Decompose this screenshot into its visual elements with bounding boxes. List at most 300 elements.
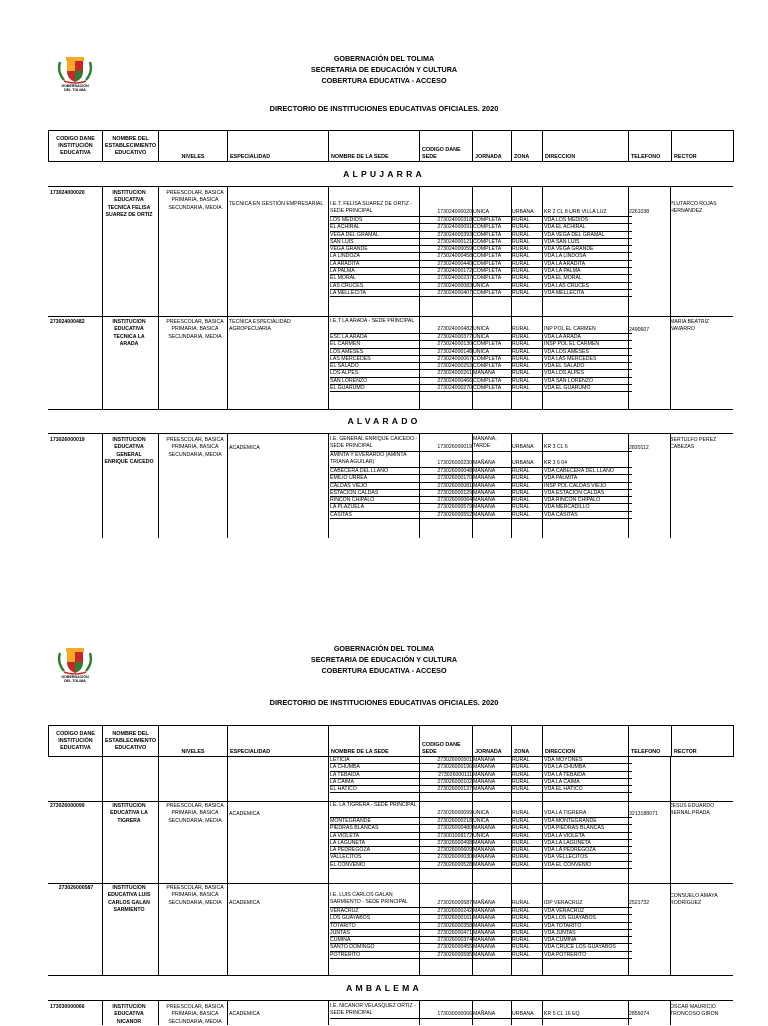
inst-rector: BERTULFO PEREZ CABEZAS	[670, 437, 717, 451]
sede-direccion: VDA LOS AMESES	[544, 348, 589, 355]
sede-row	[330, 757, 632, 764]
sede-nombre: LOS ALPES	[330, 370, 359, 377]
sede-zona: RURAL	[512, 275, 530, 282]
sede-dane: 273024000458	[437, 253, 472, 260]
sede-zona: RURAL	[512, 253, 530, 260]
sede-direccion: VDA CASITAS	[544, 511, 578, 518]
sede-dane: 273026000358	[437, 922, 472, 929]
sede-row	[330, 862, 632, 869]
sede-row	[330, 385, 632, 392]
col-especialidad: ESPECIALIDAD	[228, 726, 329, 757]
sede-jornada: COMPLETA	[473, 289, 502, 296]
sede-nombre: EL MORAL	[330, 275, 357, 282]
sede-zona: RURAL	[512, 468, 530, 474]
sede-dane: 273026000480	[437, 825, 472, 832]
col-rector: RECTOR	[672, 131, 734, 162]
sede-direccion: VDA LA ARADA	[544, 334, 581, 340]
sede-nombre: TOTARITO	[330, 922, 356, 929]
sede-nombre: CABECERA DEL LLANO	[330, 468, 389, 474]
sede-direccion: VDA EL GUARUMO	[544, 385, 591, 392]
sede-direccion: VDA VEGA DEL GRAMAL	[544, 231, 605, 238]
sede-direccion: VDA MOYONES	[544, 757, 583, 763]
sede-row	[330, 246, 632, 253]
sede-row	[330, 786, 632, 793]
sede-jornada: MAÑANA	[473, 504, 496, 511]
col-direccion: DIRECCION	[543, 131, 629, 162]
sede-zona: RURAL	[512, 839, 530, 846]
sede-row	[330, 370, 632, 377]
sede-jornada: MAÑANA	[473, 908, 496, 914]
sede-direccion: VDA RINCON CHIPALO	[544, 497, 601, 504]
sede-zona: RURAL	[512, 832, 530, 839]
inst-especialidad: TECNICA EN GESTIÓN EMPRESARIAL	[229, 201, 324, 207]
inst-telefono: 2521732	[629, 900, 650, 906]
sede-row	[330, 512, 632, 519]
sede-jornada: MAÑANA	[473, 771, 496, 778]
sede-zona: RURAL	[512, 489, 530, 496]
col-especialidad: ESPECIALIDAD	[228, 131, 329, 162]
col-direccion: DIRECCION	[543, 726, 629, 757]
sede-jornada: MAÑANA	[473, 944, 496, 951]
sede-row	[330, 952, 632, 959]
sede-dane: 273026000081	[437, 482, 472, 489]
sede-nombre: LA LAGUNETA	[330, 839, 366, 846]
sede-row	[330, 290, 632, 297]
sede-dane: 273026000102	[437, 778, 472, 785]
sede-nombre: MONTEGRANDE	[330, 818, 371, 824]
sede-direccion: VDA LA VIOLETA	[544, 832, 585, 839]
sede-row	[330, 915, 632, 922]
col-zona: ZONA	[512, 131, 543, 162]
sede-nombre: SAN LORENZO	[330, 377, 368, 384]
inst-codigo: 273024000482	[50, 319, 85, 325]
sede-jornada: COMPLETA	[473, 385, 502, 392]
sede-row	[330, 217, 632, 224]
sede-nombre: LA PEDREGOZA	[330, 847, 371, 854]
municipio-block	[48, 1000, 733, 1025]
inst-especialidad: TECNICA ESPECIALIDAD AGROPECUARIA	[229, 319, 291, 333]
sede-dane: 273026000218	[437, 818, 472, 824]
sede-direccion: VDA LOS GUAYABOS	[544, 915, 596, 922]
col-zona: ZONA	[512, 726, 543, 757]
logo-caption-1: GOBERNACIÓN	[61, 675, 89, 679]
sede-jornada: COMPLETA	[473, 363, 502, 370]
sede-zona: RURAL	[512, 348, 530, 355]
sede-row	[330, 908, 632, 915]
sede-direccion: VDA LOS ALPES	[544, 370, 585, 377]
sede-nombre: EL ACHIRAL	[330, 224, 360, 231]
sede-list	[330, 436, 632, 519]
sede-dane: 273026000579	[437, 504, 472, 511]
sede-nombre: EL CONVENIO	[330, 861, 366, 868]
sede-direccion: VDA LOS MEDIOS	[544, 217, 589, 223]
sede-row	[330, 854, 632, 861]
sede-dane: 273026000111	[438, 771, 472, 778]
sede-dane: 273024000261	[437, 370, 472, 377]
sede-zona: RURAL	[512, 385, 530, 392]
sede-direccion: VDA CABECERA DEL LLANO	[544, 468, 614, 474]
sede-jornada: UNICA	[473, 282, 490, 289]
sede-dane: 273026000129	[437, 489, 472, 496]
sede-nombre: LAS CRUCES	[330, 282, 364, 289]
inst-niveles: PREESCOLAR, BASICA PRIMARIA, BASICA SECUNDARIA, MEDIA	[166, 1004, 224, 1025]
sede-row: I.E.T. FELISA SUAREZ DE ORTIZ - SEDE PRINCIPAL 173024000020 UNICA URBANA KR 2 CL 8 URB VILLA LUZ	[330, 201, 632, 217]
sede-nombre: LA MELLECITA	[330, 289, 366, 296]
sede-zona: RURAL	[512, 861, 530, 868]
sede-nombre: LAS MERCEDES	[330, 355, 371, 362]
sede-row	[330, 490, 632, 497]
sede-row	[330, 497, 632, 504]
sede-zona: RURAL	[512, 504, 530, 511]
inst-especialidad: ACADEMICA	[229, 445, 260, 451]
sede-zona: RURAL	[512, 771, 530, 778]
sede-zona: RURAL	[512, 778, 530, 785]
inst-niveles: PREESCOLAR, BASICA PRIMARIA, BASICA SECUNDARIA, MEDIA	[166, 190, 224, 211]
header-cobertura: COBERTURA EDUCATIVA - ACCESO	[321, 76, 447, 85]
sede-nombre: EL CARMEN	[330, 341, 361, 348]
sede-nombre: SANTO DOMINGO	[330, 944, 375, 951]
sede-nombre: LETICIA	[330, 757, 350, 763]
sede-jornada: MAÑANA	[473, 468, 496, 474]
sede-direccion: VDA VEGA GRANDE	[544, 246, 594, 253]
sede-row	[330, 483, 632, 490]
sede-zona: RURAL	[512, 929, 530, 936]
sede-row	[330, 847, 632, 854]
sede-nombre: POTRERITO	[330, 951, 361, 958]
sede-direccion: VDA CUMINA	[544, 937, 577, 944]
sede-dane: 273026000242	[437, 908, 472, 914]
sede-direccion: VDA LA CAIMA	[544, 778, 580, 785]
sede-jornada: UNICA	[473, 348, 490, 355]
sede-nombre: CASITAS	[330, 511, 352, 518]
sede-zona: RURAL	[512, 246, 530, 253]
sede-jornada: MAÑANA	[473, 757, 496, 763]
inst-nombre: INSTITUCION EDUCATIVA TECNICA LA ARADA	[112, 319, 146, 347]
sede-jornada: COMPLETA	[473, 355, 502, 362]
sede-direccion: VDA CRUCE LOS GUAYABOS	[544, 944, 616, 951]
sede-row	[330, 334, 632, 341]
sede-direccion: VDA LA LAGUNETA	[544, 839, 591, 846]
sede-direccion: VDA LA CHUMBA	[544, 764, 586, 771]
sede-row	[330, 840, 632, 847]
sede-row: AMINTA Y EVERARDO (AMINTA TRIANA AGUILAR) 173026000230 MAÑANA URBANA KR 3 6 04	[330, 452, 632, 468]
inst-nombre: INSTITUCION EDUCATIVA LUIS CARLOS GALAN SARMIENTO	[107, 885, 151, 913]
sede-jornada: MAÑANA	[473, 951, 496, 958]
inst-niveles: PREESCOLAR, BASICA PRIMARIA, BASICA SECUNDARIA, MEDIA	[166, 319, 224, 340]
sede-zona: RURAL	[512, 289, 530, 296]
header-secretaria: SECRETARIA DE EDUCACIÓN Y CULTURA	[310, 655, 458, 664]
sede-nombre: LA CAIMA	[330, 778, 354, 785]
municipio-block	[48, 757, 733, 976]
sede-jornada: COMPLETA	[473, 253, 502, 260]
inst-nombre: INSTITUCION EDUCATIVA TECNICA FELISA SUAREZ DE ORTIZ	[105, 190, 153, 218]
sede-zona: RURAL	[512, 497, 530, 504]
sede-row: I.E.T LA ARADA - SEDE PRINCIPAL 273024000482 UNICA RURAL INP POL EL CARMEN	[330, 318, 632, 334]
inst-telefono: 2490607	[629, 327, 650, 333]
sede-zona: RURAL	[512, 818, 530, 824]
sede-row	[330, 356, 632, 363]
inst-rector: PLUTARCO ROJAS HERNANDEZ	[670, 201, 717, 215]
sede-jornada: MAÑANA	[473, 475, 496, 482]
sede-jornada: MAÑANA	[473, 825, 496, 832]
col-dane-sede: CODIGO DANE SEDE	[420, 726, 473, 757]
sede-jornada: MAÑANA	[473, 929, 496, 936]
sede-nombre: JUNTAS	[330, 929, 350, 936]
inst-especialidad: ACADEMICA	[229, 900, 260, 906]
sede-direccion: VDA SAN LUIS	[544, 238, 580, 245]
sede-dane: 273024000318	[437, 217, 472, 223]
col-codigo-dane: CODIGO DANE INSTITUCIÓN EDUCATIVA	[49, 131, 103, 162]
logo-caption-2: DEL TOLIMA	[64, 679, 86, 683]
sede-row	[330, 283, 632, 290]
sede-row	[330, 818, 632, 825]
sede-nombre: CUMINA	[330, 937, 351, 944]
sede-zona: RURAL	[512, 217, 530, 223]
sede-row	[330, 224, 632, 231]
sede-zona: RURAL	[512, 511, 530, 518]
sede-list	[330, 318, 632, 392]
sede-jornada: UNICA	[473, 334, 490, 340]
sede-direccion: INSP POL EL CARMEN	[544, 341, 600, 348]
sede-dane: 273026000528	[437, 861, 472, 868]
sede-nombre: LA PLAZUELA	[330, 504, 365, 511]
sede-dane: 273026000471	[437, 929, 472, 936]
inst-rector: MARIA BEATRIZ NAVARRO	[670, 319, 710, 333]
sede-list	[330, 802, 632, 869]
sede-jornada: UNICA	[473, 832, 490, 839]
sede-dane: 273024000130	[437, 341, 472, 348]
col-niveles: NIVELES	[159, 726, 228, 757]
sede-jornada: MAÑANA	[473, 497, 496, 504]
sede-jornada: MAÑANA	[473, 861, 496, 868]
sede-jornada: COMPLETA	[473, 238, 502, 245]
sede-direccion: VDA VELLECITOS	[544, 854, 588, 861]
sede-zona: RURAL	[512, 231, 530, 238]
sede-dane: 273001009172	[437, 832, 472, 839]
sede-nombre: LA ARADITA	[330, 260, 360, 267]
municipio-heading: ALPUJARRA	[343, 169, 425, 179]
sede-dane: 273024000393	[437, 231, 472, 238]
sede-list	[330, 201, 632, 297]
sede-jornada: COMPLETA	[473, 217, 502, 223]
sede-zona: RURAL	[512, 370, 530, 377]
sede-row	[330, 232, 632, 239]
sede-direccion: VDA LA PEDREGOZA	[544, 847, 596, 854]
logo-caption-2: DEL TOLIMA	[64, 88, 86, 92]
sede-dane: 273026000170	[437, 475, 472, 482]
sede-zona: RURAL	[512, 786, 530, 793]
sede-nombre: LOS MEDIOS	[330, 217, 363, 223]
sede-dane: 273024000091	[437, 224, 472, 231]
sede-zona: RURAL	[512, 825, 530, 832]
sede-row	[330, 261, 632, 268]
sede-row	[330, 923, 632, 930]
sede-zona: RURAL	[512, 334, 530, 340]
sede-jornada: COMPLETA	[473, 231, 502, 238]
sede-nombre: EL GUARUMO	[330, 385, 365, 392]
sede-jornada: COMPLETA	[473, 275, 502, 282]
sede-row	[330, 349, 632, 356]
inst-niveles: PREESCOLAR, BASICA PRIMARIA, BASICA SECUNDARIA, MEDIA	[166, 803, 224, 824]
sede-zona: RURAL	[512, 260, 530, 267]
sede-nombre: EL SALADO	[330, 363, 359, 370]
sede-nombre: EMILIO URREA	[330, 475, 368, 482]
municipio-heading: ALVARADO	[347, 416, 421, 426]
sede-nombre: ESTACION CALDAS	[330, 489, 379, 496]
inst-nombre: INSTITUCION EDUCATIVA LA TIGRERA	[110, 803, 148, 824]
sede-row	[330, 779, 632, 786]
sede-jornada: COMPLETA	[473, 260, 502, 267]
inst-codigo: 273026000099	[50, 803, 85, 809]
sede-zona: RURAL	[512, 854, 530, 861]
col-dane-sede: CODIGO DANE SEDE	[420, 131, 473, 162]
page-2	[0, 590, 768, 1024]
sede-row	[330, 930, 632, 937]
column-header-table	[48, 725, 734, 757]
sede-jornada: MAÑANA	[473, 839, 496, 846]
document-title: DIRECTORIO DE INSTITUCIONES EDUCATIVAS OFICIALES. 2020	[269, 104, 499, 113]
sede-direccion: VDA VERACRUZ	[544, 908, 585, 914]
sede-nombre: CALDAS VIEJO	[330, 482, 368, 489]
sede-row	[330, 772, 632, 779]
sede-direccion: INSP POL CALDAS VIEJO	[544, 482, 607, 489]
sede-zona: RURAL	[512, 355, 530, 362]
sede-dane: 273026000455	[437, 944, 472, 951]
sede-list	[330, 757, 632, 793]
municipio-block	[48, 186, 733, 410]
sede-nombre: VALLECITOS	[330, 854, 362, 861]
sede-zona: RURAL	[512, 757, 530, 763]
sede-nombre: VERACRUZ	[330, 908, 359, 914]
sede-direccion: VDA LA PALMA	[544, 268, 581, 275]
sede-direccion: VDA PIEDRAS BLANCAS	[544, 825, 605, 832]
col-telefono: TELEFONO	[629, 726, 672, 757]
sede-dane: 273024000059	[437, 246, 472, 253]
sede-dane: 273026000498	[437, 839, 472, 846]
sede-direccion: VDA TOTARITO	[544, 922, 582, 929]
sede-zona: RURAL	[512, 482, 530, 489]
inst-niveles: PREESCOLAR, BASICA PRIMARIA, BASICA SECUNDARIA, MEDIA	[166, 885, 224, 906]
sede-zona: RURAL	[512, 282, 530, 289]
sede-row: I.E. NICANOR VELASQUEZ ORTIZ - SEDE PRINCIPAL 173030000066 MAÑANA URBANA KR 5 CL 16 EQ	[330, 1003, 632, 1019]
sede-jornada: MAÑANA	[473, 482, 496, 489]
sede-zona: RURAL	[512, 937, 530, 944]
sede-jornada: COMPLETA	[473, 246, 502, 253]
sede-jornada: MAÑANA	[473, 511, 496, 518]
sede-nombre: LA TEBAIDA	[330, 771, 360, 778]
sede-direccion: VDA ESTACION CALDAS	[544, 489, 605, 496]
sede-dane: 273024000172	[437, 268, 472, 275]
header-cobertura: COBERTURA EDUCATIVA - ACCESO	[321, 666, 447, 675]
inst-telefono: 2261038	[629, 209, 650, 215]
col-sede: NOMBRE DE LA SEDE	[329, 726, 420, 757]
sede-zona: RURAL	[512, 944, 530, 951]
sede-nombre: SAN LUIS	[330, 238, 354, 245]
sede-dane: 273026000048	[437, 468, 472, 474]
header-secretaria: SECRETARIA DE EDUCACIÓN Y CULTURA	[310, 65, 458, 74]
municipio-block	[48, 433, 733, 538]
sede-dane: 273026000595	[437, 951, 472, 958]
inst-rector: OSCAR MAURICIO TRONCOSO GIRON	[670, 1004, 719, 1018]
sede-dane: 273024000067	[437, 355, 472, 362]
sede-jornada: MAÑANA	[473, 786, 496, 793]
sede-zona: RURAL	[512, 363, 530, 370]
sede-dane: 273026000161	[437, 915, 472, 922]
sede-direccion: VDA MERCADILLO	[544, 504, 590, 511]
sede-jornada: MAÑANA	[473, 370, 496, 377]
sede-nombre: LOS GUAYABOS	[330, 915, 371, 922]
sede-nombre: LOS AMESES	[330, 348, 364, 355]
sede-dane: 273026000196	[437, 764, 472, 771]
sede-direccion: VDA LAS MERCEDES	[544, 355, 597, 362]
sede-jornada: COMPLETA	[473, 377, 502, 384]
sede-direccion: VDA EL MORAL	[544, 275, 582, 282]
sede-direccion: VDA PALMITA	[544, 475, 578, 482]
sede-zona: RURAL	[512, 224, 530, 231]
sede-row	[330, 468, 632, 475]
col-jornada: JORNADA	[473, 726, 512, 757]
sede-row	[330, 937, 632, 944]
sede-zona: RURAL	[512, 764, 530, 771]
sede-row	[330, 239, 632, 246]
sede-direccion: VDA EL CONVENIO	[544, 861, 592, 868]
inst-codigo: 273026000587	[58, 885, 94, 891]
sede-list	[330, 892, 632, 959]
logo-caption-1: GOBERNACIÓN	[61, 84, 89, 88]
sede-nombre: PIEDRAS BLANCAS	[330, 825, 379, 832]
sede-nombre: VEGA GRANDE	[330, 246, 368, 253]
sede-list	[330, 1003, 632, 1019]
sede-dane: 273024000253	[437, 363, 472, 370]
sede-direccion: VDA LAS CRUCES	[544, 282, 589, 289]
sede-zona: RURAL	[512, 915, 530, 922]
sede-direccion: VDA EL SALADO	[544, 363, 585, 370]
sede-row: I.E. LA TIGRERA - SEDE PRINCIPAL 273026000099 UNICA RURAL VDA LA TIGRERA	[330, 802, 632, 818]
inst-telefono: 2820112	[629, 445, 649, 451]
sede-jornada: MAÑANA	[473, 847, 496, 854]
sede-dane: 273026000552	[437, 511, 472, 518]
sede-zona: RURAL	[512, 341, 530, 348]
inst-nombre: INSTITUCION EDUCATIVA NICANOR	[112, 1004, 146, 1025]
sede-zona: RURAL	[512, 922, 530, 929]
sede-nombre: LA VIOLETA	[330, 832, 360, 839]
col-nombre: NOMBRE DEL ESTABLECIMIENTO EDUCATIVO	[103, 726, 159, 757]
sede-zona: RURAL	[512, 238, 530, 245]
header-gobernacion: GOBERNACIÓN DEL TOLIMA	[333, 644, 435, 653]
sede-direccion: VDA LA ARADITA	[544, 260, 586, 267]
sede-zona: RURAL	[512, 377, 530, 384]
inst-rector: CONSUELO AMAYA RODRIGUEZ	[670, 893, 718, 907]
sede-nombre: EL HATICO	[330, 786, 357, 793]
municipio-heading: AMBALEMA	[346, 983, 422, 993]
sede-nombre: LA PALMA	[330, 268, 355, 275]
sede-jornada: MAÑANA	[473, 854, 496, 861]
sede-dane: 273026000501	[437, 757, 472, 763]
sede-row	[330, 944, 632, 951]
sede-zona: RURAL	[512, 951, 530, 958]
column-header-table	[48, 130, 734, 162]
inst-telefono: 3213188071	[629, 811, 658, 817]
sede-nombre: VEGA DEL GRAMAL	[330, 231, 379, 238]
col-nombre: NOMBRE DEL ESTABLECIMIENTO EDUCATIVO	[103, 131, 159, 162]
sede-nombre: ESC LA ARADA	[330, 334, 368, 340]
sede-row	[330, 363, 632, 370]
sede-nombre: RINCON CHIPALO	[330, 497, 375, 504]
inst-codigo: 173030000066	[50, 1004, 85, 1010]
sede-jornada: MAÑANA	[473, 778, 496, 785]
sede-jornada: MAÑANA	[473, 922, 496, 929]
col-niveles: NIVELES	[159, 131, 228, 162]
